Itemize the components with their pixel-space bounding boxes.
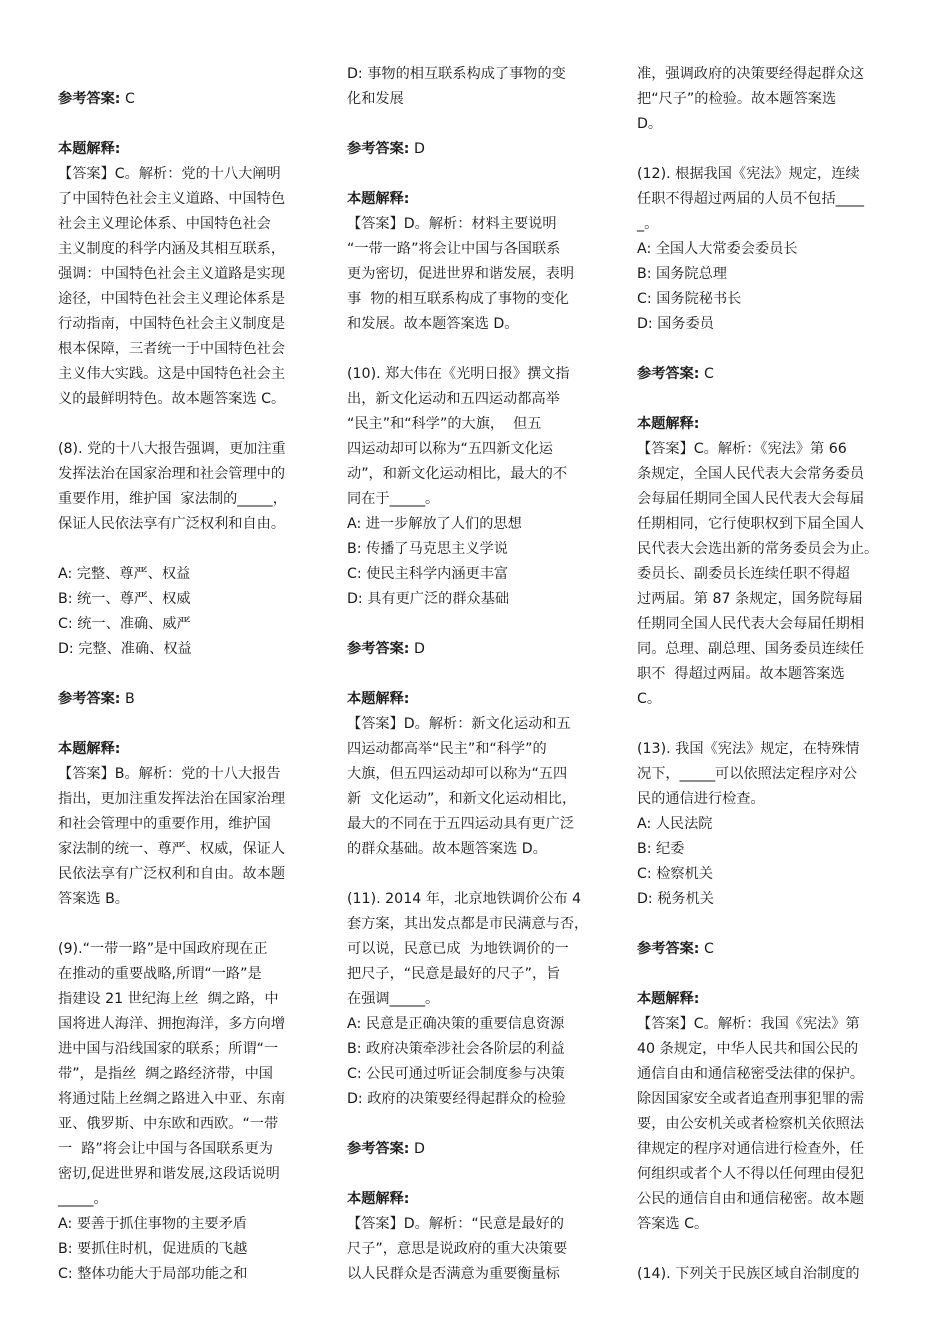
text-line: (10). 郑大伟在《光明日报》撰文指 [347,366,570,382]
answer-value: C [699,366,714,382]
explanation-heading: 本题解释: [347,691,410,707]
answer-line [347,137,609,162]
text-line: 化和发展 [347,91,404,107]
explanation-heading: 本题解释: [58,141,121,157]
blank-line [58,537,316,562]
text-line: 大旗，但五四运动却可以称为“五四 [347,766,568,782]
text-line: (11). 2014 年，北京地铁调价公布 4 [347,891,582,907]
text-line: 和发展。故本题答案选 D。 [347,316,519,332]
text-line: A: 要善于抓住事物的主要矛盾 [58,1216,247,1232]
text-line: _____。 [58,1191,108,1207]
text-line: “一带一路”将会让中国与各国联系 [347,241,561,257]
text-line: 一 路”将会让中国与各国联系更为 [58,1141,273,1157]
text-line: 况下，_____可以依照法定程序对公 [637,766,857,782]
text-line: 要，由公安机关或者检察机关依照法 [637,1116,865,1132]
text-line: 答案选 C。 [637,1216,709,1232]
text-line: A: 民意是正确决策的重要信息资源 [347,1016,565,1032]
text-line: 义的最鲜明特色。故本题答案选 C。 [58,391,286,407]
text-line: B: 统一、尊严、权威 [58,591,191,607]
text-line: C: 公民可通过听证会制度参与决策 [347,1066,565,1082]
explanation-heading: 本题解释: [637,416,700,432]
text-line: (8). 党的十八大报告强调，更加注重 [58,441,286,457]
text-line: C: 国务院秘书长 [637,291,742,307]
explanation-heading: 本题解释: [58,741,121,757]
answer-line [347,1137,609,1162]
blank-line [637,912,905,937]
text-line: C: 检察机关 [637,866,713,882]
blank-line [347,1162,609,1187]
blank-line [58,112,316,137]
text-line: A: 全国人大常委会委员长 [637,241,798,257]
blank-line [58,62,316,87]
answer-label: 参考答案: [347,1141,410,1157]
blank-line [637,337,905,362]
text-line: 何组织或者个人不得以任何理由侵犯 [637,1166,865,1182]
text-line: 发挥法治在国家治理和社会管理中的 [58,466,286,482]
text-line: 在强调_____。 [347,991,440,1007]
blank-line [637,962,905,987]
blank-line [347,612,609,637]
text-line: 40 条规定，中华人民共和国公民的 [637,1041,859,1057]
blank-line [347,1112,609,1137]
text-line: D: 国务委员 [637,316,714,332]
text-line: 会每届任期同全国人民代表大会每届 [637,491,865,507]
text-line: 强调：中国特色社会主义道路是实现 [58,266,286,282]
text-line: 国将进人海洋、拥抱海洋，多方向增 [58,1016,286,1032]
text-line: 职不 得超过两届。故本题答案选 [637,666,845,682]
text-line: A: 人民法院 [637,816,713,832]
text-line: D: 政府的决策要经得起群众的检验 [347,1091,566,1107]
text-line: 了中国特色社会主义道路、中国特色 [58,191,286,207]
text-line: (13). 我国《宪法》规定，在特殊情 [637,741,860,757]
text-line: 【答案】B。解析：党的十八大报告 [58,766,281,782]
text-line: 公民的通信自由和通信秘密。故本题 [637,1191,865,1207]
text-line: 四运动却可以称为“五四新文化运 [347,441,553,457]
text-line: 准，强调政府的决策要经得起群众这 [637,66,865,82]
text-line: A: 完整、尊严、权益 [58,566,191,582]
blank-line [347,112,609,137]
text-line: _。 [637,216,659,232]
explanation-heading: 本题解释: [347,191,410,207]
text-line: 【答案】C。解析：党的十八大阐明 [58,166,281,182]
column-middle [347,62,609,1287]
text-line: 主义制度的科学内涵及其相互联系， [58,241,286,257]
text-line: 动”，和新文化运动相比，最大的不 [347,466,568,482]
blank-line [637,1237,905,1262]
text-line: 套方案，其出发点都是市民满意与否， [347,916,589,932]
text-line: 同在于_____。 [347,491,440,507]
text-line: 新 文化运动”，和新文化运动相比， [347,791,577,807]
text-line: D: 税务机关 [637,891,714,907]
answer-line [58,87,316,112]
column-left [58,62,316,1287]
answer-label: 参考答案: [58,691,121,707]
answer-line [637,362,905,387]
text-line: 根本保障，三者统一于中国特色社会 [58,341,286,357]
text-line: 更为密切，促进世界和谐发展，表明 [347,266,575,282]
text-line: (14). 下列关于民族区域自治制度的 [637,1266,860,1282]
text-line: 民依法享有广泛权利和自由。故本题 [58,866,286,882]
text-line: 条规定，全国人民代表大会常务委员 [637,466,865,482]
text-line: 出，新文化运动和五四运动都高举 [347,391,560,407]
blank-line [58,662,316,687]
text-line: 和社会管理中的重要作用，维护国 [58,816,271,832]
text-line: 指出，更加注重发挥法治在国家治理 [58,791,286,807]
text-line: 尺子”，意思是说政府的重大决策要 [347,1241,568,1257]
text-line: B: 国务院总理 [637,266,727,282]
explanation-heading: 本题解释: [637,991,700,1007]
answer-value: B [120,691,135,707]
text-line: 【答案】D。解析：材料主要说明 [347,216,557,232]
answer-value: D [409,141,425,157]
blank-line [347,862,609,887]
column-right [637,62,905,1287]
text-line: D。 [637,116,663,132]
text-line: C: 整体功能大于局部功能之和 [58,1266,248,1282]
text-line: 带”，是指丝 绸之路经济带，中国 [58,1066,273,1082]
blank-line [637,387,905,412]
text-line: 民代表大会选出新的常务委员会为止。 [637,541,879,557]
text-line: 任期同全国人民代表大会每届任期相 [637,616,865,632]
text-line: (12). 根据我国《宪法》规定，连续 [637,166,860,182]
text-line: (9).“一带一路”是中国政府现在正 [58,941,268,957]
text-line: 主义伟大实践。这是中国特色社会主 [58,366,286,382]
text-line: 过两届。第 87 条规定，国务院每届 [637,591,863,607]
text-line: 家法制的统一、尊严、权威，保证人 [58,841,286,857]
answer-line [347,637,609,662]
text-line: 进中国与沿线国家的联系；所谓“一 [58,1041,279,1057]
text-line: D: 事物的相互联系构成了事物的变 [347,66,566,82]
text-line: 委员长、副委员长连续任职不得超 [637,566,850,582]
text-line: 指建设 21 世纪海上丝 绸之路，中 [58,991,279,1007]
text-line: D: 具有更广泛的群众基础 [347,591,510,607]
answer-line [58,687,316,712]
blank-line [58,712,316,737]
blank-line [347,162,609,187]
text-line: 【答案】D。解析：“民意是最好的 [347,1216,564,1232]
text-line: 重要作用，维护国 家法制的_____， [58,491,287,507]
text-line: “民主”和“科学”的大旗， 但五 [347,416,542,432]
answer-value: C [120,91,135,107]
blank-line [637,137,905,162]
text-line: 同。总理、副总理、国务委员连续任 [637,641,865,657]
answer-label: 参考答案: [58,91,121,107]
text-line: B: 政府决策牵涉社会各阶层的利益 [347,1041,565,1057]
answer-value: C [699,941,714,957]
blank-line [637,712,905,737]
text-line: 在推动的重要战略,所谓“一路”是 [58,966,262,982]
text-line: 把尺子，“民意是最好的尺子”，旨 [347,966,561,982]
text-line: 的群众基础。故本题答案选 D。 [347,841,547,857]
answer-label: 参考答案: [637,366,700,382]
text-line: 【答案】C。解析：《宪法》第 66 [637,441,847,457]
answer-label: 参考答案: [347,641,410,657]
text-line: D: 完整、准确、权益 [58,641,192,657]
text-line: B: 纪委 [637,841,685,857]
text-line: 答案选 B。 [58,891,129,907]
text-line: 民的通信进行检查。 [637,791,765,807]
answer-value: D [409,641,425,657]
answer-value: D [409,1141,425,1157]
blank-line [58,912,316,937]
text-line: 密切,促进世界和谐发展,这段话说明 [58,1166,280,1182]
text-line: 四运动都高举“民主”和“科学”的 [347,741,547,757]
answer-label: 参考答案: [637,941,700,957]
text-line: 途径，中国特色社会主义理论体系是 [58,291,286,307]
text-line: 任职不得超过两届的人员不包括____ [637,191,865,207]
answer-label: 参考答案: [347,141,410,157]
text-line: 把“尺子”的检验。故本题答案选 [637,91,837,107]
text-line: A: 进一步解放了人们的思想 [347,516,522,532]
text-line: C。 [637,691,662,707]
text-line: 行动指南，中国特色社会主义制度是 [58,316,286,332]
text-line: B: 要抓住时机，促进质的飞越 [58,1241,248,1257]
text-line: 事 物的相互联系构成了事物的变化 [347,291,569,307]
text-line: 【答案】C。解析：我国《宪法》第 [637,1016,860,1032]
text-line: 除因国家安全或者追查刑事犯罪的需 [637,1091,865,1107]
text-line: 【答案】D。解析：新文化运动和五 [347,716,571,732]
text-line: 任期相同，它行使职权到下届全国人 [637,516,865,532]
text-line: 以人民群众是否满意为重要衡量标 [347,1266,560,1282]
text-line: B: 传播了马克思主义学说 [347,541,508,557]
text-line: 可以说，民意已成 为地铁调价的一 [347,941,569,957]
text-line: 社会主义理论体系、中国特色社会 [58,216,271,232]
text-line: C: 使民主科学内涵更丰富 [347,566,509,582]
text-line: 通信自由和通信秘密受法律的保护。 [637,1066,865,1082]
explanation-heading: 本题解释: [347,1191,410,1207]
text-line: 律规定的程序对通信进行检查外，任 [637,1141,865,1157]
blank-line [58,412,316,437]
answer-line [637,937,905,962]
text-line: 保证人民依法享有广泛权利和自由。 [58,516,286,532]
text-line: 亚、俄罗斯、中东欧和西欧。“一带 [58,1116,279,1132]
text-line: C: 统一、准确、威严 [58,616,191,632]
text-line: 将通过陆上丝绸之路进入中亚、东南 [58,1091,286,1107]
text-line: 最大的不同在于五四运动具有更广泛 [347,816,575,832]
blank-line [347,337,609,362]
blank-line [347,662,609,687]
